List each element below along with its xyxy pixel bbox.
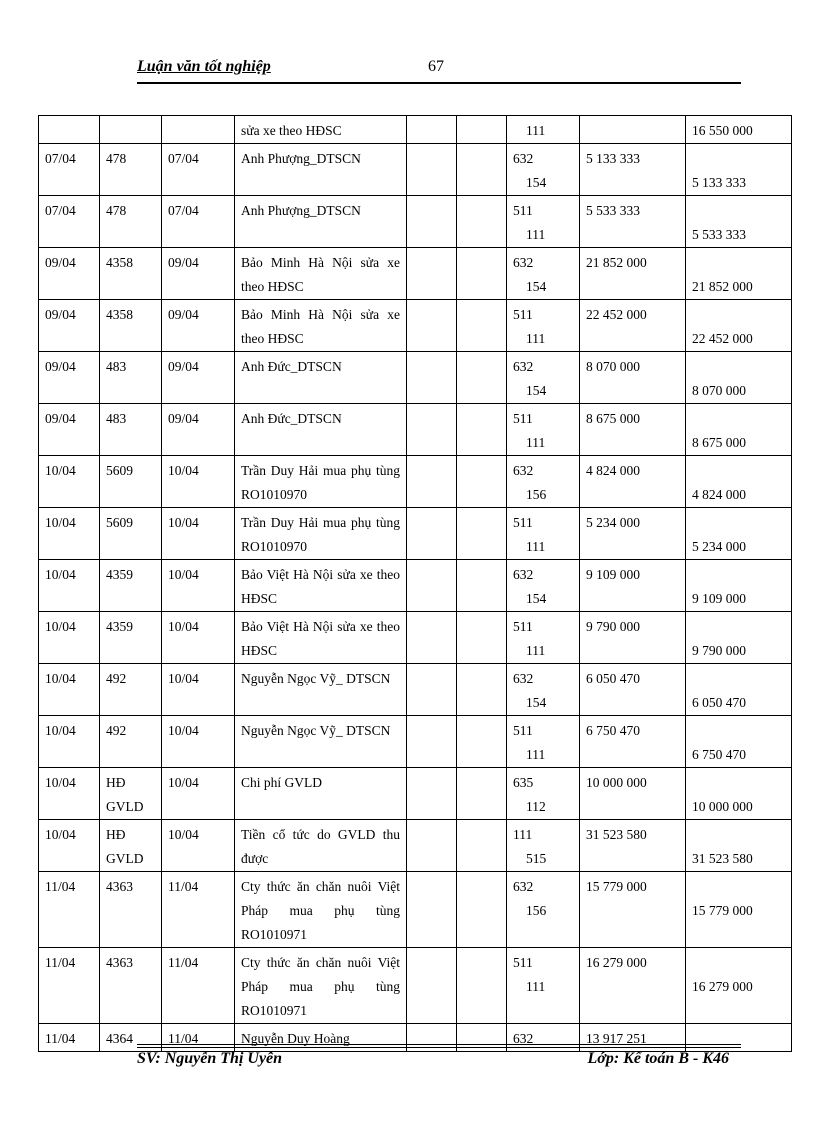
voucher-no-cell: 5609 (100, 508, 162, 560)
voucher-no-cell (100, 116, 162, 144)
voucher-date-cell: 09/04 (162, 300, 235, 352)
date-cell: 07/04 (39, 196, 100, 248)
voucher-no-cell: HĐ GVLD (100, 820, 162, 872)
credit-cell: 5 533 333 (686, 196, 792, 248)
description-cell: Bảo Việt Hà Nội sửa xe theo HĐSC (235, 612, 407, 664)
account-cell: 511 111 (507, 948, 580, 1024)
date-cell: 11/04 (39, 872, 100, 948)
table-row (39, 144, 792, 196)
credit-cell: 9 109 000 (686, 560, 792, 612)
voucher-date-cell: 10/04 (162, 664, 235, 716)
voucher-date-cell: 11/04 (162, 948, 235, 1024)
page-number: 67 (428, 58, 444, 75)
debit-cell: 22 452 000 (580, 300, 686, 352)
account-cell: 511 111 (507, 300, 580, 352)
voucher-no-cell: 483 (100, 404, 162, 456)
date-cell: 09/04 (39, 352, 100, 404)
voucher-date-cell: 10/04 (162, 820, 235, 872)
table-row (39, 300, 792, 352)
debit-cell: 6 750 470 (580, 716, 686, 768)
empty-cell (407, 872, 457, 948)
voucher-no-cell: 4358 (100, 248, 162, 300)
account-cell: 511 111 (507, 404, 580, 456)
debit-cell: 13 917 251 (580, 1024, 686, 1052)
empty-cell (457, 144, 507, 196)
table-row (39, 456, 792, 508)
empty-cell (407, 144, 457, 196)
date-cell: 07/04 (39, 144, 100, 196)
credit-cell: 10 000 000 (686, 768, 792, 820)
empty-cell (457, 508, 507, 560)
debit-cell: 5 533 333 (580, 196, 686, 248)
voucher-no-cell: 478 (100, 144, 162, 196)
description-cell: Bảo Việt Hà Nội sửa xe theo HĐSC (235, 560, 407, 612)
debit-cell: 9 109 000 (580, 560, 686, 612)
empty-cell (407, 560, 457, 612)
credit-cell: 16 279 000 (686, 948, 792, 1024)
credit-cell: 9 790 000 (686, 612, 792, 664)
date-cell: 10/04 (39, 820, 100, 872)
empty-cell (407, 352, 457, 404)
date-cell: 10/04 (39, 456, 100, 508)
table-row (39, 404, 792, 456)
voucher-date-cell: 09/04 (162, 352, 235, 404)
empty-cell (407, 508, 457, 560)
date-cell: 09/04 (39, 404, 100, 456)
description-cell: Tiền cổ tức do GVLD thu được (235, 820, 407, 872)
empty-cell (407, 664, 457, 716)
empty-cell (407, 300, 457, 352)
account-cell: 632 154 (507, 144, 580, 196)
voucher-date-cell: 10/04 (162, 560, 235, 612)
empty-cell (457, 948, 507, 1024)
voucher-date-cell: 10/04 (162, 768, 235, 820)
description-cell: Bảo Minh Hà Nội sửa xe theo HĐSC (235, 248, 407, 300)
page-footer (137, 1044, 741, 1067)
voucher-date-cell: 10/04 (162, 612, 235, 664)
date-cell: 09/04 (39, 248, 100, 300)
description-cell: Anh Phượng_DTSCN (235, 196, 407, 248)
credit-cell: 21 852 000 (686, 248, 792, 300)
debit-cell: 4 824 000 (580, 456, 686, 508)
voucher-no-cell: 4359 (100, 612, 162, 664)
description-cell: Bảo Minh Hà Nội sửa xe theo HĐSC (235, 300, 407, 352)
voucher-no-cell: 483 (100, 352, 162, 404)
voucher-date-cell: 07/04 (162, 144, 235, 196)
description-cell: Nguyễn Ngọc Vỹ_ DTSCN (235, 716, 407, 768)
empty-cell (457, 404, 507, 456)
empty-cell (457, 196, 507, 248)
debit-cell: 8 675 000 (580, 404, 686, 456)
table-row (39, 872, 792, 948)
empty-cell (457, 456, 507, 508)
voucher-no-cell: 4359 (100, 560, 162, 612)
account-cell: 511 111 (507, 196, 580, 248)
date-cell: 10/04 (39, 716, 100, 768)
date-cell: 10/04 (39, 612, 100, 664)
voucher-no-cell: 492 (100, 664, 162, 716)
table-row (39, 196, 792, 248)
empty-cell (457, 560, 507, 612)
account-cell: 632 154 (507, 352, 580, 404)
voucher-date-cell: 11/04 (162, 1024, 235, 1052)
voucher-date-cell (162, 116, 235, 144)
account-cell: 632 156 (507, 872, 580, 948)
empty-cell (407, 404, 457, 456)
debit-cell: 15 779 000 (580, 872, 686, 948)
debit-cell: 16 279 000 (580, 948, 686, 1024)
account-cell: 511 111 (507, 612, 580, 664)
account-cell: 635 112 (507, 768, 580, 820)
account-cell: 632 156 (507, 456, 580, 508)
empty-cell (457, 612, 507, 664)
date-cell: 10/04 (39, 560, 100, 612)
description-cell: sửa xe theo HĐSC (235, 116, 407, 144)
student-name: SV: Nguyễn Thị Uyên (137, 1050, 283, 1067)
table-row (39, 716, 792, 768)
empty-cell (457, 820, 507, 872)
description-cell: Anh Phượng_DTSCN (235, 144, 407, 196)
credit-cell: 5 234 000 (686, 508, 792, 560)
description-cell: Trần Duy Hải mua phụ tùng RO1010970 (235, 456, 407, 508)
debit-cell: 10 000 000 (580, 768, 686, 820)
empty-cell (407, 456, 457, 508)
table-row (39, 948, 792, 1024)
credit-cell: 4 824 000 (686, 456, 792, 508)
debit-cell: 6 050 470 (580, 664, 686, 716)
description-cell: Trần Duy Hải mua phụ tùng RO1010970 (235, 508, 407, 560)
table-row (39, 248, 792, 300)
date-cell: 11/04 (39, 1024, 100, 1052)
voucher-no-cell: 4363 (100, 948, 162, 1024)
description-cell: Anh Đức_DTSCN (235, 352, 407, 404)
account-cell: 632 154 (507, 664, 580, 716)
table-row (39, 768, 792, 820)
debit-cell: 9 790 000 (580, 612, 686, 664)
voucher-no-cell: 478 (100, 196, 162, 248)
voucher-no-cell: HĐ GVLD (100, 768, 162, 820)
empty-cell (457, 248, 507, 300)
debit-cell: 5 234 000 (580, 508, 686, 560)
date-cell: 10/04 (39, 508, 100, 560)
debit-cell: 8 070 000 (580, 352, 686, 404)
credit-cell: 16 550 000 (686, 116, 792, 144)
account-cell: 632 154 (507, 560, 580, 612)
account-cell: 632 (507, 1024, 580, 1052)
voucher-no-cell: 4364 (100, 1024, 162, 1052)
empty-cell (407, 948, 457, 1024)
empty-cell (407, 196, 457, 248)
description-cell: Nguyễn Duy Hoàng (235, 1024, 407, 1052)
table-row (39, 508, 792, 560)
empty-cell (407, 820, 457, 872)
description-cell: Nguyễn Ngọc Vỹ_ DTSCN (235, 664, 407, 716)
empty-cell (457, 768, 507, 820)
table-row (39, 352, 792, 404)
date-cell: 10/04 (39, 664, 100, 716)
date-cell: 11/04 (39, 948, 100, 1024)
credit-cell: 15 779 000 (686, 872, 792, 948)
date-cell (39, 116, 100, 144)
account-cell: 511 111 (507, 508, 580, 560)
account-cell: 511 111 (507, 716, 580, 768)
empty-cell (457, 352, 507, 404)
table-row (39, 116, 792, 144)
voucher-no-cell: 4363 (100, 872, 162, 948)
voucher-date-cell: 09/04 (162, 404, 235, 456)
empty-cell (457, 872, 507, 948)
voucher-date-cell: 11/04 (162, 872, 235, 948)
description-cell: Cty thức ăn chăn nuôi Việt Pháp mua phụ tùng RO1010971 (235, 948, 407, 1024)
description-cell: Anh Đức_DTSCN (235, 404, 407, 456)
account-cell: 632 154 (507, 248, 580, 300)
empty-cell (407, 116, 457, 144)
voucher-date-cell: 10/04 (162, 716, 235, 768)
description-cell: Chi phí GVLD (235, 768, 407, 820)
table-row (39, 820, 792, 872)
credit-cell: 8 070 000 (686, 352, 792, 404)
empty-cell (457, 664, 507, 716)
account-cell: 111 (507, 116, 580, 144)
empty-cell (457, 300, 507, 352)
credit-cell: 5 133 333 (686, 144, 792, 196)
empty-cell (407, 768, 457, 820)
credit-cell: 8 675 000 (686, 404, 792, 456)
account-cell: 111 515 (507, 820, 580, 872)
empty-cell (407, 612, 457, 664)
voucher-no-cell: 492 (100, 716, 162, 768)
debit-cell: 5 133 333 (580, 144, 686, 196)
thesis-title: Luận văn tốt nghiệp (137, 58, 271, 75)
table-row (39, 612, 792, 664)
voucher-date-cell: 09/04 (162, 248, 235, 300)
debit-cell (580, 116, 686, 144)
empty-cell (457, 716, 507, 768)
date-cell: 10/04 (39, 768, 100, 820)
voucher-date-cell: 10/04 (162, 508, 235, 560)
voucher-date-cell: 07/04 (162, 196, 235, 248)
credit-cell: 22 452 000 (686, 300, 792, 352)
voucher-date-cell: 10/04 (162, 456, 235, 508)
empty-cell (407, 716, 457, 768)
description-cell: Cty thức ăn chăn nuôi Việt Pháp mua phụ tùng RO1010971 (235, 872, 407, 948)
credit-cell: 6 050 470 (686, 664, 792, 716)
empty-cell (407, 248, 457, 300)
table-row (39, 664, 792, 716)
voucher-no-cell: 5609 (100, 456, 162, 508)
credit-cell: 31 523 580 (686, 820, 792, 872)
table-row (39, 560, 792, 612)
page-header (137, 58, 741, 84)
empty-cell (457, 116, 507, 144)
date-cell: 09/04 (39, 300, 100, 352)
credit-cell: 6 750 470 (686, 716, 792, 768)
debit-cell: 31 523 580 (580, 820, 686, 872)
class-name: Lớp: Kế toán B - K46 (587, 1050, 729, 1067)
ledger-table (38, 115, 792, 1052)
debit-cell: 21 852 000 (580, 248, 686, 300)
voucher-no-cell: 4358 (100, 300, 162, 352)
